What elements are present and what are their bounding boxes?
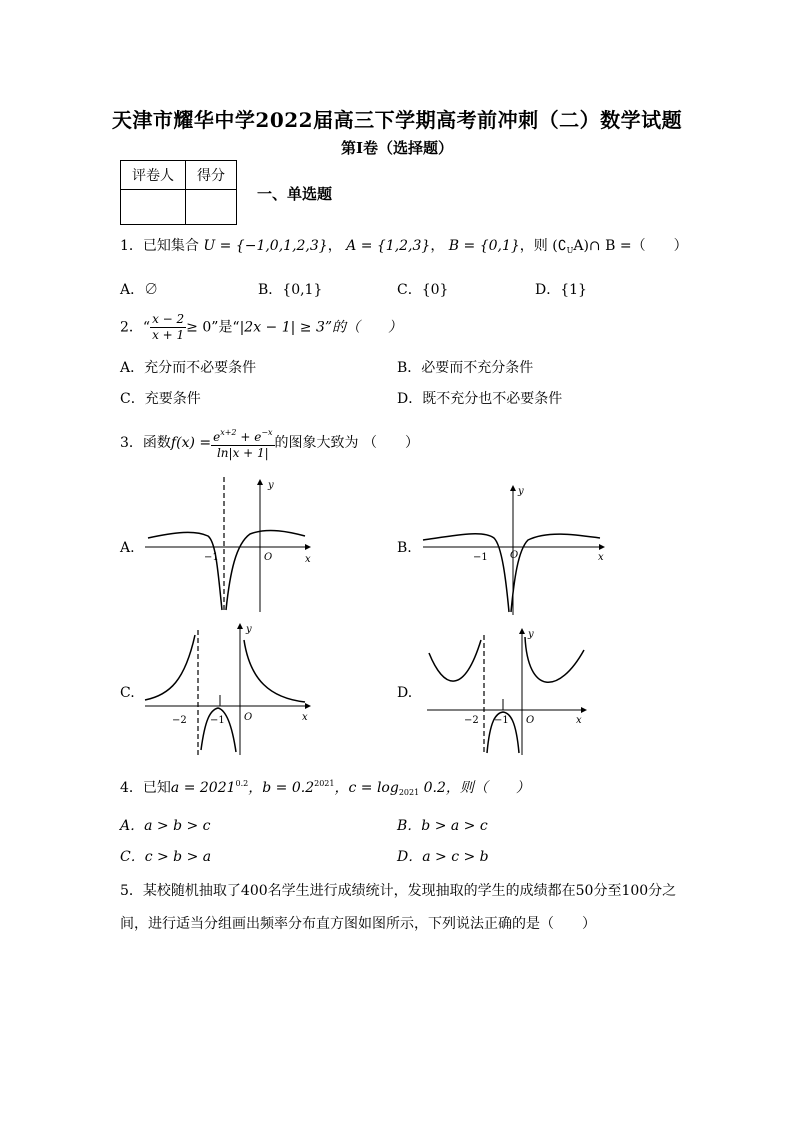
minus-one-label: −1 [473,552,488,563]
q1-option-c[interactable]: C．{0} [397,282,449,298]
q4-a: a = 2021 [170,780,236,796]
q1-set-b: B = {0,1} [448,238,520,254]
x-label: x [598,552,604,563]
q1-option-d[interactable]: D．{1} [535,282,587,298]
q1-ask: ，则 (∁ [519,238,567,254]
q4-b-sup: 2021 [314,779,335,788]
curve-right [226,530,305,610]
q2-option-d[interactable]: D．既不充分也不必要条件 [397,391,563,407]
question-1: 1．已知集合 U = {−1,0,1,2,3}， A = {1,2,3}， B = {0,1}，则 $(∁_UA)\cap$ B =（ ） [120,238,688,255]
grader-header: 评卷人 [121,161,186,190]
x-label: x [576,715,582,726]
curve-left [423,534,509,612]
q4-option-b[interactable]: B．b > a > c [397,818,488,834]
q3-num-a-sup: x+2 [220,428,237,437]
q1-option-a[interactable]: A．∅ [120,282,159,298]
graph-a[interactable] [140,472,320,617]
q2-option-c[interactable]: C．充要条件 [120,391,201,407]
q2-option-b[interactable]: B．必要而不充分条件 [397,360,534,376]
q3-frac-num [211,425,274,446]
q2-num: 2．“ [120,319,151,336]
q2-abs: |2x − 1| ≥ 3”的（ ） [239,319,403,336]
q4-b: ，b = 0.2 [248,780,315,796]
page-title: 天津市耀华中学2022届高三下学期高考前冲刺（二）数学试题 [111,108,683,132]
q3-option-b-label[interactable]: B. [397,540,412,556]
origin-label: O [244,712,253,723]
y-label: y [268,480,274,491]
q1-sub-u: U [566,246,574,255]
q1-set-u: U = {−1,0,1,2,3} [203,238,328,254]
q3-frac-den: ln|x + 1| [216,446,269,460]
graph-b[interactable] [418,480,613,620]
q4-prefix: 4．已知 [120,780,171,796]
origin-label: O [526,715,535,726]
q2-fraction [150,312,186,343]
q3-option-d-label[interactable]: D. [397,685,413,701]
question-3 [120,425,419,461]
grader-table [120,160,237,225]
curve-far-left [145,635,195,700]
q4-c: ，c = log [334,780,399,796]
x-label: x [302,712,308,723]
y-label: y [518,486,524,497]
score-cell [186,190,237,225]
y-label: y [528,629,534,640]
q4-option-d[interactable]: D．a > c > b [397,849,489,865]
q3-prefix: 3．函数 [120,435,171,451]
q3-fx: f(x) = [170,435,212,451]
minus-two-label: −2 [464,715,479,726]
grader-cell [121,190,186,225]
curve-right [244,640,305,702]
x-label: x [305,554,311,565]
section-subtitle: 第I卷（选择题） [340,139,454,157]
q3-num-a: e [213,430,221,444]
minus-one-label: −1 [210,715,225,726]
q3-num-b-sup: −x [261,428,273,437]
q4-option-c[interactable]: C．c > b > a [120,849,212,865]
q1-set-a: A = {1,2,3} [346,238,431,254]
score-header: 得分 [186,161,237,190]
origin-label: O [264,552,273,563]
q3-fraction [211,425,274,461]
curve-right [525,637,584,682]
minus-two-label: −2 [172,715,187,726]
question-5-line-1: 5．某校随机抽取了400名学生进行成绩统计，发现抽取的学生的成绩都在50分至100分之 [120,883,677,899]
question-5-line-2: 间，进行适当分组画出频率分布直方图如图所示，下列说法正确的是（ ） [120,916,596,932]
question-4 [120,777,530,797]
curve-left [148,532,222,610]
q1-option-b[interactable]: B．{0,1} [258,282,323,298]
q3-num-b: + e [236,430,262,444]
question-2 [120,312,402,343]
q2-mid: ≥ 0”是“ [186,319,240,336]
q4-c-tail: 0.2，则（ ） [419,780,530,796]
q2-option-a[interactable]: A．充分而不必要条件 [120,360,257,376]
q4-a-sup: 0.2 [235,779,249,788]
q4-option-a[interactable]: A．a > b > c [120,818,211,834]
q2-frac-den: x + 1 [152,328,185,342]
curve-far-left [429,640,481,681]
q3-suffix: 的图象大致为 （ ） [274,435,419,451]
q3-option-c-label[interactable]: C. [120,685,135,701]
minus-one-label: −1 [204,552,219,563]
minus-one-label: −1 [494,715,509,726]
q1-prefix: 1．已知集合 [120,238,199,254]
section-heading: 一、单选题 [257,185,333,203]
graph-c[interactable] [140,620,320,760]
q2-frac-num: x − 2 [152,312,185,326]
q3-option-a-label[interactable]: A. [120,540,135,556]
origin-label: O [510,550,519,561]
q1-ask-tail: A)∩ B =（ ） [573,238,688,254]
curve-right [511,534,600,612]
graph-d[interactable] [424,625,594,760]
y-label: y [246,624,252,635]
q4-c-sub: 2021 [398,788,420,797]
